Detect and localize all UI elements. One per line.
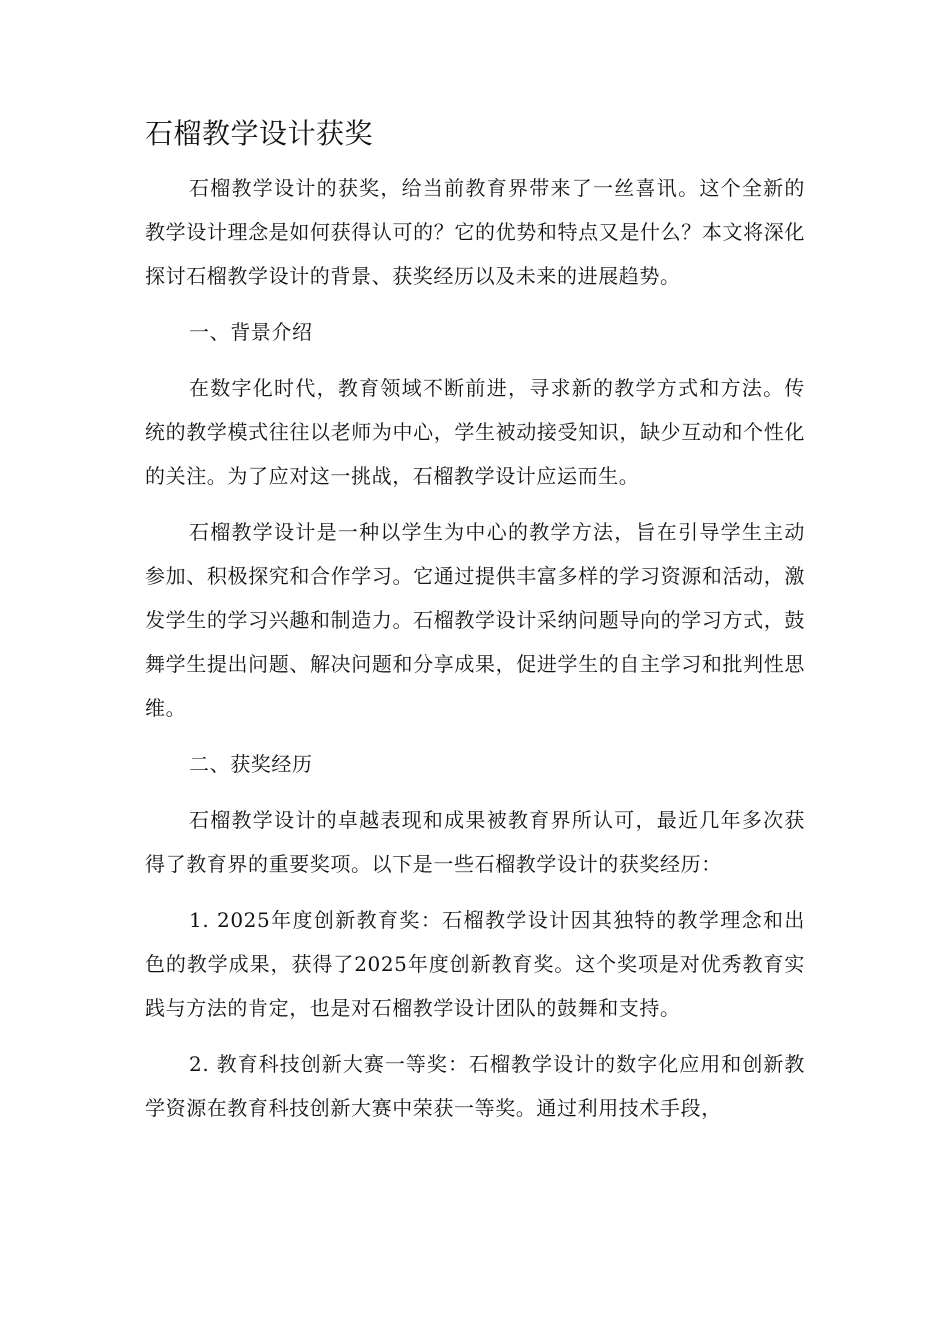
- award-item-2: 2. 教育科技创新大赛一等奖：石榴教学设计的数字化应用和创新教学资源在教育科技创新大赛中荣获一等奖。通过利用技术手段，: [145, 1052, 805, 1120]
- document-body: [145, 112, 805, 1142]
- section-heading-awards: 二、获奖经历: [189, 752, 313, 776]
- award-item-1: 1. 2025年度创新教育奖：石榴教学设计因其独特的教学理念和出色的教学成果，获得了2025年度创新教育奖。这个奖项是对优秀教育实践与方法的肯定，也是对石榴教学设计团队的鼓舞和支持。: [145, 908, 805, 1020]
- background-paragraph-1: 在数字化时代，教育领域不断前进，寻求新的教学方式和方法。传统的教学模式往往以老师为中心，学生被动接受知识，缺少互动和个性化的关注。为了应对这一挑战，石榴教学设计应运而生。: [145, 376, 805, 488]
- intro-paragraph: 石榴教学设计的获奖，给当前教育界带来了一丝喜讯。这个全新的教学设计理念是如何获得认可的？它的优势和特点又是什么？本文将深化探讨石榴教学设计的背景、获奖经历以及未来的进展趋势。: [145, 176, 805, 288]
- background-paragraph-2: 石榴教学设计是一种以学生为中心的教学方法，旨在引导学生主动参加、积极探究和合作学习。它通过提供丰富多样的学习资源和活动，激发学生的学习兴趣和制造力。石榴教学设计采纳问题导向的学习方式，鼓舞学生提出问题、解决问题和分享成果，促进学生的自主学习和批判性思维。: [145, 520, 805, 720]
- section-heading-background: 一、背景介绍: [189, 320, 313, 344]
- awards-intro-paragraph: 石榴教学设计的卓越表现和成果被教育界所认可，最近几年多次获得了教育界的重要奖项。以下是一些石榴教学设计的获奖经历：: [145, 808, 805, 876]
- document-title: 石榴教学设计获奖: [145, 117, 374, 150]
